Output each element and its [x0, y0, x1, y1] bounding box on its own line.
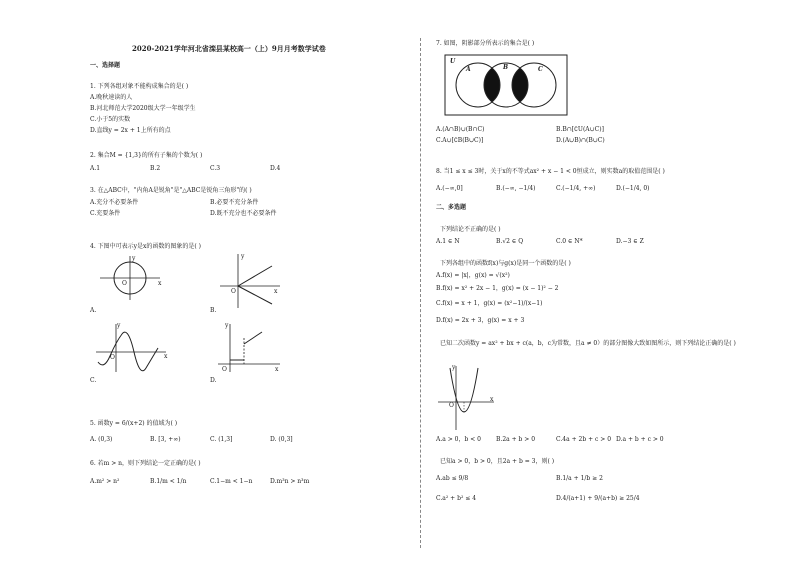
question-10-option-c: C.f(x) = x + 1，g(x) = (x²−1)/(x−1) [436, 300, 543, 307]
question-6-option-c: C.1−m < 1−n [210, 478, 253, 485]
q4-label-d: D. [210, 377, 217, 384]
q4-graph-c-y-label: y [117, 322, 121, 329]
question-10-option-d: D.f(x) = 2x + 3，g(x) = x + 3 [436, 317, 525, 324]
q4-graph-a [90, 254, 170, 304]
venn-label-u: U [450, 58, 456, 65]
venn-label-c: C [538, 66, 543, 73]
question-3-option-d: D.既不充分也不必要条件 [210, 210, 277, 217]
q4-graph-a-x-label: x [158, 280, 162, 287]
question-5-stem: 5. 函数y = 6/(x+2) 的值域为( ) [90, 420, 178, 427]
question-9-stem: 下列结论不正确的是( ) [440, 226, 501, 233]
question-2-stem: 2. 集合M = {1,3}的所有子集的个数为( ) [90, 152, 203, 159]
question-5-option-d: D. (0,3] [270, 436, 293, 443]
question-11-stem: 已知二次函数y = ax² + bx + c(a，b，c为常数，且a ≠ 0）的部分图像大致如图所示，则下列结论正确的是( ) [440, 340, 736, 347]
question-10-option-b: B.f(x) = x² + 2x − 1，g(x) = (x − 1)² − 2 [436, 285, 559, 292]
q4-graph-a-y-label: y [132, 255, 136, 262]
question-11-option-d: D.a + b + c > 0 [616, 436, 664, 443]
question-2-option-c: C.3 [210, 165, 221, 172]
q11-parabola-graph [436, 364, 496, 432]
question-12-stem: 已知a > 0，b > 0，且2a + b = 3，则( ) [440, 458, 555, 465]
q4-graph-c-x-label: x [164, 353, 168, 360]
q4-graph-b-y-label: y [241, 253, 245, 260]
section-heading-multi: 二、多选题 [436, 204, 467, 211]
question-8-stem: 8. 当1 ≤ x ≤ 3时，关于x的不等式ax² + x − 1 < 0恒成立，则实数a的取值范围是( ) [436, 168, 665, 175]
question-1-option-d: D.直线y = 2x + 1上所有的点 [90, 127, 171, 134]
q4-graph-d-x-label: x [275, 366, 279, 373]
question-1-option-b: B.河北师范大学2020级大学一年级学生 [90, 105, 196, 112]
question-7-option-a: A.(A∩B)∪(B∩C) [436, 126, 485, 133]
q4-graph-b [210, 252, 290, 312]
question-3-stem: 3. 在△ABC中，"内角A是锐角"是"△ABC是锐角三角形"的( ) [90, 187, 252, 194]
venn-label-b: B [503, 64, 509, 71]
question-3-option-a: A.充分不必要条件 [90, 199, 139, 206]
question-11-option-c: C.4a + 2b + c > 0 [556, 436, 612, 443]
page-title: 2020-2021学年河北省滦县某校高一（上）9月月考数学试卷 [132, 44, 326, 53]
question-8-option-c: C.(−1/4, +∞) [556, 185, 596, 192]
question-9-option-a: A.1 ∈ N [436, 238, 460, 245]
question-7-stem: 7. 如图，阴影部分所表示的集合是( ) [436, 40, 535, 47]
q4-label-b: B. [210, 307, 217, 314]
q11-origin: O [449, 402, 454, 409]
q11-x-label: x [490, 396, 494, 403]
question-11-option-a: A.a > 0，b < 0 [436, 436, 481, 443]
question-7-option-d: D.(A∪B)∩(B∪C) [556, 137, 605, 144]
question-6-option-d: D.m³n > n³m [270, 478, 310, 485]
question-1-stem: 1. 下列各组对象不能构成集合的是( ) [90, 83, 189, 90]
question-8-option-a: A.(−∞,0] [436, 185, 463, 192]
question-6-option-b: B.1/m < 1/n [150, 478, 187, 485]
q4-graph-d-y-label: y [225, 322, 229, 329]
question-5-option-b: B. [3, +∞) [150, 436, 181, 443]
question-8-option-b: B.(−∞, −1/4) [496, 185, 536, 192]
q4-graph-c [90, 322, 170, 374]
question-7-option-b: B.B∩[∁U(A∪C)] [556, 126, 604, 133]
q4-graph-a-origin: O [122, 280, 127, 287]
question-1-option-c: C.小于5的实数 [90, 116, 131, 123]
q4-label-c: C. [90, 377, 97, 384]
question-6-option-a: A.m² > n² [90, 478, 120, 485]
section-heading-choice: 一、选择题 [90, 62, 121, 69]
question-2-option-a: A.1 [90, 165, 101, 172]
question-3-option-c: C.充要条件 [90, 210, 121, 217]
question-2-option-b: B.2 [150, 165, 161, 172]
question-5-option-a: A. (0,3) [90, 436, 113, 443]
q11-y-label: y [452, 364, 456, 371]
question-8-option-d: D.(−1/4, 0) [616, 185, 650, 192]
question-5-option-c: C. (1,3] [210, 436, 233, 443]
question-12-option-a: A.ab ≤ 9/8 [436, 475, 469, 482]
question-12-option-b: B.1/a + 1/b ≥ 2 [556, 475, 603, 482]
question-9-option-b: B.√2 ∈ Q [496, 238, 524, 245]
question-4-stem: 4. 下图中可表示y是x的函数的图象的是( ) [90, 243, 201, 250]
q4-graph-b-x-label: x [274, 288, 278, 295]
question-10-stem: 下列各组中的函数f(x)与g(x)是同一个函数的是( ) [440, 260, 571, 267]
question-7-option-c: C.A∪[∁B(B∪C)] [436, 137, 484, 144]
q4-graph-b-origin: O [231, 288, 236, 295]
question-1-option-a: A.晚秋速读的人 [90, 94, 133, 101]
question-9-option-d: D.−3 ∈ Z [616, 238, 644, 245]
q4-graph-d-origin: O [222, 366, 227, 373]
question-10-option-a: A.f(x) = |x|，g(x) = √(x²) [436, 272, 510, 279]
q4-graph-c-origin: O [110, 354, 115, 361]
question-2-option-d: D.4 [270, 165, 281, 172]
venn-label-a: A [466, 66, 471, 73]
question-11-option-b: B.2a + b > 0 [496, 436, 536, 443]
question-6-stem: 6. 若m > n，则下列结论一定正确的是( ) [90, 460, 201, 467]
question-3-option-b: B.必要不充分条件 [210, 199, 259, 206]
q4-label-a: A. [90, 307, 97, 314]
question-12-option-c: C.a² + b² ≤ 4 [436, 495, 477, 502]
question-9-option-c: C.0 ∈ N* [556, 238, 583, 245]
column-divider [420, 38, 421, 548]
question-12-option-d: D.4/(a+1) + 9/(a+b) ≥ 25/4 [556, 495, 640, 502]
